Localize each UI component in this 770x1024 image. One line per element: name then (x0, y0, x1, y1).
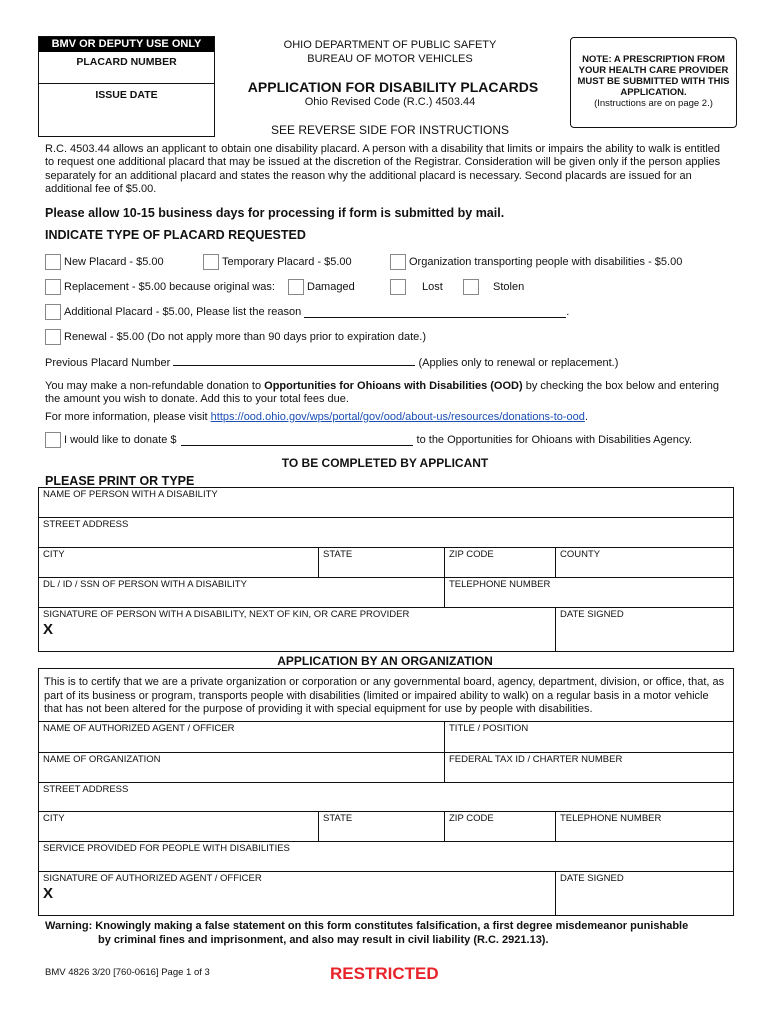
statute-code: Ohio Revised Code (R.C.) 4503.44 (304, 96, 476, 108)
print-or-type: PLEASE PRINT OR TYPE (45, 474, 195, 488)
applicant-state-field[interactable]: STATE (323, 549, 353, 560)
agent-signature-x: X (43, 885, 54, 902)
placard-number-label: PLACARD NUMBER (76, 56, 177, 68)
additional-placard-label: Additional Placard - $5.00, Please list the reason (64, 306, 302, 318)
donate-suffix: to the Opportunities for Ohioans with Disabilities Agency. (416, 434, 693, 446)
org-state-field[interactable]: STATE (323, 813, 353, 824)
additional-placard-checkbox[interactable] (45, 304, 61, 320)
donation-link[interactable]: https://ood.ohio.gov/wps/portal/gov/ood/about-us/resources/donations-to-ood (210, 411, 585, 423)
bureau-name: BUREAU OF MOTOR VEHICLES (307, 53, 473, 65)
stolen-label: Stolen (493, 281, 525, 293)
service-provided-field[interactable]: SERVICE PROVIDED FOR PEOPLE WITH DISABILITIES (43, 843, 290, 854)
note-sub: (Instructions are on page 2.) (594, 98, 713, 109)
issue-date-label: ISSUE DATE (95, 89, 158, 101)
damaged-label: Damaged (307, 281, 355, 293)
organization-heading: APPLICATION BY AN ORGANIZATION (277, 654, 493, 668)
applicant-street-field[interactable]: STREET ADDRESS (43, 519, 129, 530)
page-title: APPLICATION FOR DISABILITY PLACARDS (247, 79, 539, 95)
warning-line-1: Warning: Knowingly making a false statement on this form constitutes falsification, a first degree misdemeanor punishable (45, 920, 689, 932)
previous-placard-label: Previous Placard Number (45, 357, 171, 369)
renewal-label: Renewal - $5.00 (Do not apply more than 90 days prior to expiration date.) (64, 331, 426, 343)
applicant-name-field[interactable]: NAME OF PERSON WITH A DISABILITY (43, 489, 218, 500)
donation-text-post: by checking the box below and entering the amount you wish to donate. Add this to your total fees due. (45, 380, 719, 405)
lost-label: Lost (422, 281, 443, 293)
additional-reason-line[interactable] (304, 307, 566, 318)
organization-placard-label: Organization transporting people with disabilities - $5.00 (409, 256, 683, 268)
applicant-date-signed-field[interactable]: DATE SIGNED (560, 609, 624, 620)
replacement-checkbox[interactable] (45, 279, 61, 295)
applicant-county-field[interactable]: COUNTY (560, 549, 601, 560)
applicant-signature-x: X (43, 621, 54, 638)
donate-amount-line[interactable] (181, 435, 413, 446)
bmv-use-box (38, 36, 215, 137)
donation-info-text: For more information, please visit (45, 411, 211, 423)
org-name-field[interactable]: NAME OF ORGANIZATION (43, 754, 161, 765)
previous-placard-note: (Applies only to renewal or replacement.) (418, 357, 619, 369)
warning-line-2: by criminal fines and imprisonment, and also may result in civil liability (R.C. 2921.13). (98, 934, 549, 946)
applicant-signature-field[interactable]: SIGNATURE OF PERSON WITH A DISABILITY, NEXT OF KIN, OR CARE PROVIDER (43, 609, 410, 620)
org-city-field[interactable]: CITY (43, 813, 65, 824)
organization-form (38, 668, 734, 916)
tax-id-field[interactable]: FEDERAL TAX ID / CHARTER NUMBER (449, 754, 623, 765)
bmv-use-header: BMV OR DEPUTY USE ONLY (39, 37, 214, 52)
temporary-placard-label: Temporary Placard - $5.00 (222, 256, 352, 268)
damaged-checkbox[interactable] (288, 279, 304, 295)
certify-paragraph: This is to certify that we are a private organization or corporation or any governmental board, agency, department, division, or office, that, as part of its business or program, transports people with disabilities (limited or impaired ability to walk) on a regular basis in a motor vehicle that has not been altered for the purpose of providing it with special equipment for use by people with disabilities. (44, 676, 725, 715)
dept-name: OHIO DEPARTMENT OF PUBLIC SAFETY (283, 39, 497, 51)
agent-title-field[interactable]: TITLE / POSITION (449, 723, 529, 734)
org-phone-field[interactable]: TELEPHONE NUMBER (560, 813, 662, 824)
org-date-signed-field[interactable]: DATE SIGNED (560, 873, 624, 884)
donation-paragraph (45, 380, 725, 406)
agent-name-field[interactable]: NAME OF AUTHORIZED AGENT / OFFICER (43, 723, 235, 734)
restricted-stamp: RESTRICTED (330, 964, 439, 983)
donate-checkbox[interactable] (45, 432, 61, 448)
org-zip-field[interactable]: ZIP CODE (449, 813, 494, 824)
replacement-label: Replacement - $5.00 because original was: (64, 281, 275, 293)
new-placard-label: New Placard - $5.00 (64, 256, 164, 268)
previous-placard-line[interactable] (173, 355, 415, 366)
agent-signature-field[interactable]: SIGNATURE OF AUTHORIZED AGENT / OFFICER (43, 873, 262, 884)
donation-text-pre: You may make a non-refundable donation to (45, 380, 265, 392)
note-box (570, 37, 737, 128)
see-reverse: SEE REVERSE SIDE FOR INSTRUCTIONS (270, 123, 510, 137)
applicant-phone-field[interactable]: TELEPHONE NUMBER (449, 579, 551, 590)
temporary-placard-checkbox[interactable] (203, 254, 219, 270)
new-placard-checkbox[interactable] (45, 254, 61, 270)
stolen-checkbox[interactable] (463, 279, 479, 295)
applicant-form (38, 487, 734, 652)
org-street-field[interactable]: STREET ADDRESS (43, 784, 129, 795)
applicant-zip-field[interactable]: ZIP CODE (449, 549, 494, 560)
applicant-city-field[interactable]: CITY (43, 549, 65, 560)
applicant-dl-field[interactable]: DL / ID / SSN OF PERSON WITH A DISABILITY (43, 579, 247, 590)
form-id: BMV 4826 3/20 [760-0616] Page 1 of 3 (45, 967, 210, 978)
donate-label: I would like to donate $ (64, 434, 177, 446)
placard-type-heading: INDICATE TYPE OF PLACARD REQUESTED (45, 228, 306, 242)
lost-checkbox[interactable] (390, 279, 406, 295)
organization-placard-checkbox[interactable] (390, 254, 406, 270)
processing-notice: Please allow 10-15 business days for processing if form is submitted by mail. (45, 206, 505, 220)
renewal-checkbox[interactable] (45, 329, 61, 345)
note-text: NOTE: A PRESCRIPTION FROM YOUR HEALTH CARE PROVIDER MUST BE SUBMITTED WITH THIS APPLICATION. (577, 54, 730, 98)
intro-paragraph: R.C. 4503.44 allows an applicant to obtain one disability placard. A person with a disability that limits or impairs the ability to walk is entitled to request one additional placard that may be issued at the discretion of the Registrar. Consideration will be given only if the person applies separately for an additional placard and states the reason why the additional placard is necessary. Second placards are issued for an additional fee of $5.00. (45, 143, 721, 195)
applicant-heading: TO BE COMPLETED BY APPLICANT (281, 456, 489, 470)
donation-org: Opportunities for Ohioans with Disabilities (OOD) (264, 380, 523, 392)
